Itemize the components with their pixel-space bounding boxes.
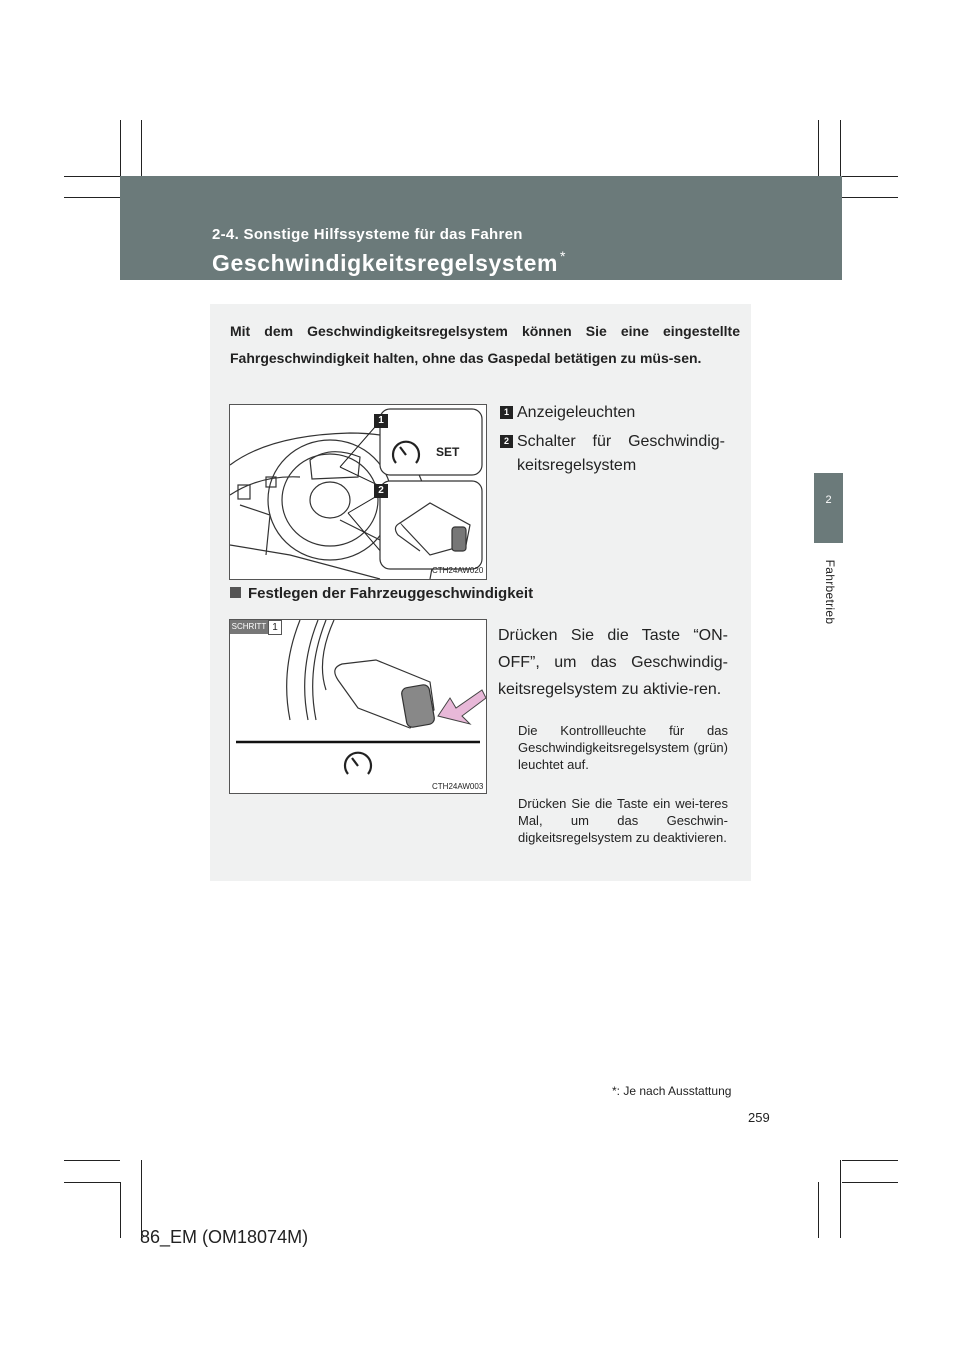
speedometer-icon: [345, 753, 371, 774]
legend-text: Anzeigeleuchten: [517, 404, 636, 421]
step-instruction: Drücken Sie die Taste “ON-OFF”, um das Geschwindig-keitsregelsystem zu aktivie-ren.: [498, 627, 728, 698]
note-indicator: Die Kontrollleuchte für das Geschwindigkeitsregelsystem (grün) leuchtet auf.: [518, 723, 728, 772]
set-label: SET: [436, 445, 460, 459]
crop-mark: [842, 197, 898, 198]
arrow-icon: [438, 690, 486, 724]
intro-paragraph: Mit dem Geschwindigkeitsregelsystem können Sie eine eingestellte Fahrgeschwindigkeit halten, ohne das Gaspedal betätigen zu müs-sen.: [230, 323, 740, 366]
footnote: *: Je nach Ausstattung: [612, 1084, 732, 1098]
crop-mark: [64, 176, 120, 177]
legend-item: [500, 430, 728, 478]
lever-illustration: [230, 620, 486, 793]
dashboard-illustration: [230, 405, 486, 579]
page-title-text: Geschwindigkeitsregelsystem: [212, 250, 559, 276]
crop-mark: [842, 1182, 898, 1183]
chapter-label: Fahrbetrieb: [823, 559, 837, 625]
step-label: SCHRITT: [230, 620, 268, 634]
step-number: 1: [268, 620, 282, 635]
legend-number: 2: [500, 435, 513, 448]
legend-number: 1: [500, 406, 513, 419]
figure-dashboard: [229, 404, 487, 580]
callout-2: 2: [374, 484, 388, 498]
crop-mark: [842, 1160, 898, 1161]
crop-mark: [120, 1182, 121, 1238]
figure-code: CTH24AW003: [432, 782, 484, 791]
crop-mark: [840, 120, 841, 176]
crop-mark: [120, 120, 121, 176]
section-label: 2-4. Sonstige Hilfssysteme für das Fahren: [212, 226, 523, 243]
bullet-square-icon: [230, 587, 241, 598]
legend-text: Schalter für Geschwindig-keitsregelsystem: [517, 433, 725, 474]
page-title: [212, 250, 566, 277]
note-deactivate: Drücken Sie die Taste ein wei-teres Mal, um das Geschwin-digkeitsregelsystem zu deaktivieren.: [518, 796, 728, 845]
crop-mark: [64, 197, 120, 198]
chapter-number: 2: [825, 494, 832, 506]
figure-code: CTH24AW020: [432, 566, 484, 575]
page-number: 259: [748, 1110, 770, 1125]
page-title-mark: *: [560, 248, 567, 264]
figure-lever: [229, 619, 487, 794]
subsection-title: Festlegen der Fahrzeuggeschwindigkeit: [248, 585, 534, 602]
subsection-heading: [230, 585, 533, 602]
crop-mark: [818, 1182, 819, 1238]
legend-item: [500, 404, 635, 422]
crop-mark: [842, 176, 898, 177]
crop-mark: [840, 1160, 841, 1238]
crop-mark: [64, 1160, 120, 1161]
callout-1: 1: [374, 414, 388, 428]
crop-mark: [64, 1182, 120, 1183]
document-code: 86_EM (OM18074M): [140, 1227, 309, 1247]
chapter-tab: [814, 473, 843, 543]
